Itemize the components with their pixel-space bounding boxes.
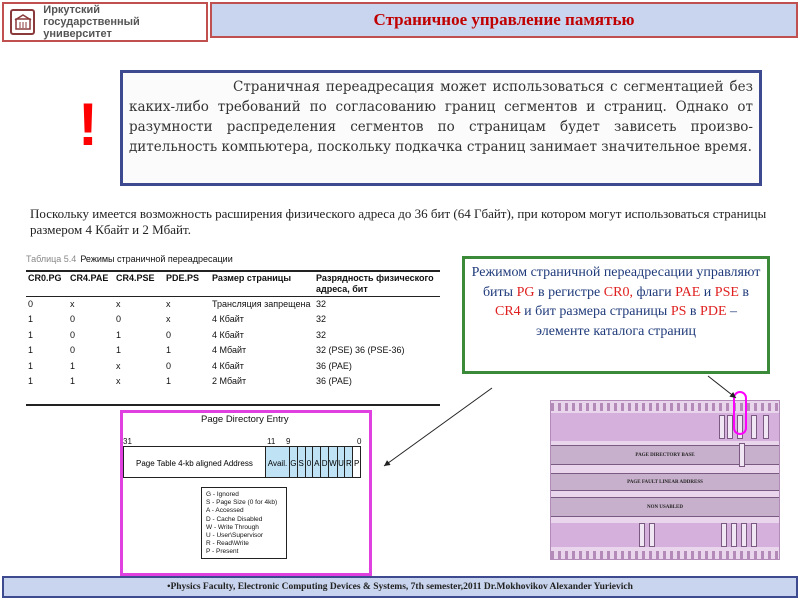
explanation-part: в [686, 304, 701, 319]
table-cell: 1 [70, 360, 76, 371]
explanation-part: в регистре [534, 284, 604, 300]
table-caption-text: Режимы страничной переадресации [80, 254, 233, 264]
table-cell: 4 Кбайт [212, 329, 244, 340]
register-bit-cell [731, 523, 737, 547]
table-header-cell: CR4.PSE [116, 273, 155, 283]
pde-avail-field: Avail. [266, 447, 290, 477]
table-row [26, 374, 440, 390]
pde-flag: A [313, 447, 321, 477]
pde-bit-31: 31 [123, 437, 132, 446]
legend-item: W - Write Through [206, 523, 259, 531]
pde-flag: S [298, 447, 306, 477]
pde-flag: U [338, 447, 346, 477]
arrow-to-pde [384, 388, 492, 466]
pde-bit-9: 9 [286, 437, 291, 446]
explanation-part: – элементе каталога страниц [535, 304, 737, 339]
table-row [26, 358, 440, 374]
table-cell: 1 [28, 314, 34, 325]
logo-line2: государственный университет [43, 16, 140, 40]
university-name [43, 4, 206, 40]
pde-legend [201, 487, 287, 559]
table-cell: x [116, 376, 121, 387]
register-bit-ticks [551, 551, 779, 559]
table-row [26, 327, 440, 343]
explanation-part: Режимом страничной переадресации управляют биты [471, 265, 761, 300]
table-cell: 0 [166, 329, 172, 340]
explanation-part: и бит размера страницы [520, 304, 671, 319]
register-bit-cell [639, 523, 645, 547]
exclamation-mark: ! [78, 91, 98, 158]
table-header-cell: CR0.PG [28, 273, 62, 283]
highlight-pg: PG [516, 284, 535, 300]
table-cell: 4 Мбайт [212, 345, 247, 356]
pde-flag: P [353, 447, 360, 477]
legend-item: U - User\Supervisor [206, 532, 264, 540]
pde-diagram [120, 410, 372, 576]
table-cell: 1 [116, 329, 122, 340]
pde-flag: W [329, 447, 338, 477]
table-cell: 32 [316, 329, 327, 340]
pde-flag: R [345, 447, 353, 477]
register-bit-cell [751, 523, 757, 547]
table-cell: 32 (PSE) 36 (PSE-36) [316, 345, 405, 356]
table-cell: 36 (PAE) [316, 376, 352, 387]
table-cell: 2 Мбайт [212, 376, 247, 387]
register-bit-cell [721, 523, 727, 547]
pde-flag: 0 [306, 447, 314, 477]
highlight-pde: PDE [700, 304, 727, 319]
table-bottom-rule [26, 404, 440, 406]
pde-address-field: Page Table 4-kb aligned Address [124, 447, 266, 477]
register-bit-cell [739, 443, 745, 467]
register-bit-cell [763, 415, 769, 439]
intro-paragraph: Поскольку имеется возможность расширения физического адреса до 36 бит (64 Гбайт), при котором могут использоваться страницы размером 4 Кбайт и 2 Мбайт. [30, 206, 767, 237]
pde-bit-0: 0 [357, 437, 362, 446]
table-cell: x [70, 298, 75, 309]
register-bit-cell [719, 415, 725, 439]
highlight-pse: PSE [714, 284, 739, 300]
highlight-ps: PS [670, 304, 687, 319]
quote-text: Страничная переадресация может использоваться с сегментацией без каких-либо требований по согласованию границ сегментов и страниц. Однако от разумности распределения сегментов по страницам будет зависеть произво-дительность компьютера, поскольку подкачка страниц занимает значительное время. [129, 79, 753, 155]
table-cell: 0 [28, 298, 34, 309]
table-cell: x [116, 298, 121, 309]
table-header-rule [26, 296, 440, 297]
pde-title: Page Directory Entry [201, 414, 289, 425]
pde-flag: G [290, 447, 298, 477]
cr3-page-directory-base: PAGE DIRECTORY BASE [551, 445, 779, 465]
highlight-cr0: CR0, [603, 284, 633, 300]
table-row [26, 312, 440, 328]
slide-title-bar [210, 2, 798, 38]
explanation-part: и [700, 284, 715, 300]
slide-title: Страничное управление памятью [373, 10, 635, 29]
cr1-reserved: NON USABLED [551, 497, 779, 517]
table-cell: 1 [70, 376, 76, 387]
table-cell: Трансляция запрещена [212, 298, 311, 309]
table-cell: 1 [116, 345, 122, 356]
legend-item: R - Read\Write [206, 540, 249, 548]
table-cell: 1 [28, 376, 34, 387]
table-cell: 1 [28, 360, 34, 371]
table-row [26, 343, 440, 359]
pde-bit-11: 11 [267, 437, 276, 446]
legend-item: S - Page Size (0 for 4kb) [206, 499, 278, 507]
table-cell: 32 [316, 298, 327, 309]
pde-fields [123, 446, 361, 478]
university-emblem-icon [10, 9, 35, 35]
table-cell: 32 [316, 314, 327, 325]
table-cell: 0 [70, 329, 76, 340]
arrow-to-pg-bit [708, 376, 736, 398]
table-header-cell: Размер страницы [212, 273, 292, 283]
control-registers-diagram [550, 400, 780, 560]
explanation-text [471, 263, 761, 341]
explanation-part: флаги [632, 284, 676, 300]
logo-line1: Иркутский [43, 4, 101, 16]
table-header-cell: PDE.PS [166, 273, 200, 283]
table-header-cell: CR4.PAE [70, 273, 109, 283]
legend-item: A - Accessed [206, 507, 244, 515]
table-cell: 0 [166, 360, 172, 371]
legend-item: P - Present [206, 548, 239, 556]
table-cell: 0 [70, 345, 76, 356]
table-cell: 4 Кбайт [212, 360, 244, 371]
footer-text: •Physics Faculty, Electronic Computing Devices & Systems, 7th semester,2011 Dr.Mokhovikov Alexander Yurievich [167, 582, 633, 592]
pde-flag: D [321, 447, 329, 477]
table-cell: x [116, 360, 121, 371]
table-cell: 0 [116, 314, 122, 325]
highlight-pae: PAE [675, 284, 701, 300]
pg-bit-highlight [733, 391, 747, 435]
table-row [26, 296, 440, 312]
quote-box [120, 70, 762, 186]
paging-modes-table [26, 272, 440, 389]
university-logo [2, 2, 208, 42]
highlight-cr4: CR4 [494, 304, 521, 319]
register-bit-cell [649, 523, 655, 547]
legend-item: G - Ignored [206, 491, 239, 498]
table-caption-prefix: Таблица 5.4 [26, 254, 77, 264]
legend-item: D - Cache Disabled [206, 515, 263, 523]
table-cell: 0 [70, 314, 76, 325]
table-caption [26, 254, 233, 264]
table-cell: 1 [166, 345, 172, 356]
table-cell: 1 [166, 376, 172, 387]
explanation-box [462, 256, 770, 374]
table-cell: 36 (PAE) [316, 360, 352, 371]
table-cell: 1 [28, 345, 34, 356]
table-header-row [26, 272, 440, 296]
register-bit-cell [741, 523, 747, 547]
explanation-part: в [738, 284, 750, 300]
footer-bar [2, 576, 798, 598]
table-cell: x [166, 314, 171, 325]
table-cell: 1 [28, 329, 34, 340]
table-header-cell: Разрядность физического адреса, бит [316, 273, 434, 294]
table-cell: x [166, 298, 171, 309]
cr2-page-fault-address: PAGE FAULT LINEAR ADDRESS [551, 473, 779, 491]
register-bit-cell [751, 415, 757, 439]
table-cell: 4 Кбайт [212, 314, 244, 325]
